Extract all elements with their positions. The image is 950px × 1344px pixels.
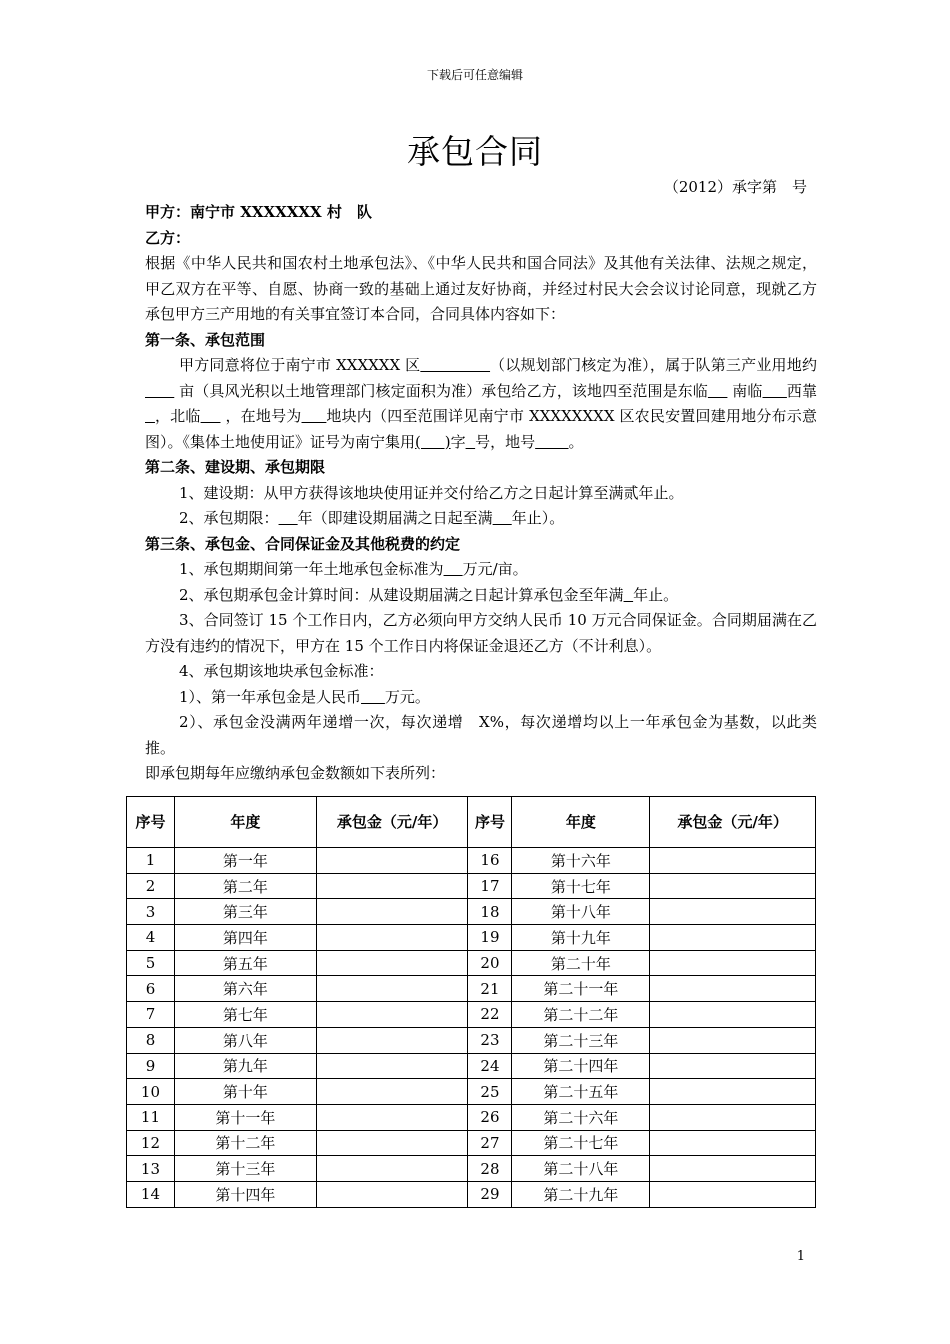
article3-item2-text: 年止。 xyxy=(633,585,679,604)
row-number: 3 xyxy=(127,899,175,925)
certificate-number-blank xyxy=(466,433,476,451)
row-number: 24 xyxy=(468,1053,512,1079)
row-number: 19 xyxy=(468,925,512,951)
page-number: 1 xyxy=(796,1249,805,1264)
article2-item2-text: 年（即建设期届满之日起至满 xyxy=(297,509,493,527)
article1-text: 字 xyxy=(450,432,466,451)
row-year: 第四年 xyxy=(174,925,316,951)
row-number: 25 xyxy=(468,1079,512,1105)
row-number: 18 xyxy=(468,899,512,925)
article1-text: （以规划部门核定为准），属于队第三产业用地约 xyxy=(490,356,817,374)
table-row xyxy=(127,1027,816,1053)
first-year-rent-blank xyxy=(361,688,385,706)
row-year: 第一年 xyxy=(174,848,316,874)
document-number: （2012）承字第 号 xyxy=(663,178,807,196)
contract-body xyxy=(145,200,817,787)
row-year: 第二十年 xyxy=(512,950,650,976)
article3-sub1-text: 万元。 xyxy=(384,687,430,706)
south-blank xyxy=(763,382,787,400)
row-year: 第二十五年 xyxy=(512,1079,650,1105)
row-number: 1 xyxy=(127,848,175,874)
row-year: 第十九年 xyxy=(512,925,650,951)
article3-item4: 4、承包期该地块承包金标准： xyxy=(179,662,384,680)
table-row xyxy=(127,1156,816,1182)
table-row xyxy=(127,1104,816,1130)
intro-paragraph: 根据《中华人民共和国农村土地承包法》、《中华人民共和国合同法》及其他有关法律、法规之规定，甲乙双方在平等、自愿、协商一致的基础上通过友好协商，并经过村民大会会议讨论同意，现就乙方承包甲方三产用地的有关事宜签订本合同，合同具体内容如下： xyxy=(145,254,817,323)
row-number: 9 xyxy=(127,1053,175,1079)
row-number: 7 xyxy=(127,1002,175,1028)
row-year: 第二十三年 xyxy=(512,1027,650,1053)
row-number: 20 xyxy=(468,950,512,976)
row-rent xyxy=(650,873,816,899)
article3-item2 xyxy=(145,583,817,609)
article3-heading: 第三条、承包金、合同保证金及其他税费的约定 xyxy=(145,534,461,553)
row-year: 第十一年 xyxy=(174,1104,316,1130)
row-number: 13 xyxy=(127,1156,175,1182)
rent-standard-blank xyxy=(444,560,463,578)
article2-item1: 1、建设期：从甲方获得该地块使用证并交付给乙方之日起计算至满贰年止。 xyxy=(179,483,684,502)
row-rent xyxy=(650,899,816,925)
table-row xyxy=(127,1053,816,1079)
row-rent xyxy=(316,1156,468,1182)
row-rent xyxy=(316,1181,468,1207)
row-number: 28 xyxy=(468,1156,512,1182)
row-year: 第二十七年 xyxy=(512,1130,650,1156)
row-year: 第五年 xyxy=(174,950,316,976)
row-year: 第二十六年 xyxy=(512,1104,650,1130)
west-blank xyxy=(145,407,155,425)
article1-text: 。 xyxy=(568,432,584,451)
row-number: 27 xyxy=(468,1130,512,1156)
article2-item2-text: 2、承包期限： xyxy=(179,509,279,527)
row-year: 第十八年 xyxy=(512,899,650,925)
row-year: 第七年 xyxy=(174,1002,316,1028)
column-header-rent: 承包金（元/年） xyxy=(316,797,468,848)
article1-text: 地块内（四至范围详见南宁市 XXXXXXXX 区农民安置回建用地分布示意图）。《集体土地使用证》证号为南宁集用 xyxy=(145,407,817,451)
row-rent xyxy=(316,1002,468,1028)
rent-years-blank xyxy=(624,586,634,604)
row-number: 4 xyxy=(127,925,175,951)
article1-text: 甲方同意将位于南宁市 XXXXXX 区 xyxy=(179,356,421,374)
table-row xyxy=(127,899,816,925)
article3-item1-text: 1、承包期期间第一年土地承包金标准为 xyxy=(179,560,444,578)
table-row xyxy=(127,1130,816,1156)
row-rent xyxy=(650,848,816,874)
row-rent xyxy=(650,1181,816,1207)
header-note: 下载后可任意编辑 xyxy=(426,68,523,82)
article3-item1 xyxy=(145,557,817,583)
row-number: 10 xyxy=(127,1079,175,1105)
column-header-rent: 承包金（元/年） xyxy=(650,797,816,848)
district-blank xyxy=(420,356,490,374)
row-number: 17 xyxy=(468,873,512,899)
row-rent xyxy=(650,1104,816,1130)
row-year: 第十四年 xyxy=(174,1181,316,1207)
article1-text: ，在地号为 xyxy=(220,407,302,425)
row-rent xyxy=(316,1130,468,1156)
article1-text: 号，地号 xyxy=(475,432,536,451)
row-number: 23 xyxy=(468,1027,512,1053)
row-year: 第十三年 xyxy=(174,1156,316,1182)
row-year: 第九年 xyxy=(174,1053,316,1079)
row-number: 29 xyxy=(468,1181,512,1207)
row-rent xyxy=(650,1002,816,1028)
row-number: 8 xyxy=(127,1027,175,1053)
article1-paragraph xyxy=(145,353,817,455)
row-number: 6 xyxy=(127,976,175,1002)
row-number: 5 xyxy=(127,950,175,976)
north-blank xyxy=(201,407,221,425)
land-number-blank xyxy=(535,433,568,451)
row-year: 第二十一年 xyxy=(512,976,650,1002)
row-number: 12 xyxy=(127,1130,175,1156)
party-b: 乙方： xyxy=(145,228,191,247)
row-year: 第十年 xyxy=(174,1079,316,1105)
article3-item2-text: 2、承包期承包金计算时间：从建设期届满之日起计算承包金至年满 xyxy=(179,585,624,604)
row-year: 第二十九年 xyxy=(512,1181,650,1207)
plot-number-blank xyxy=(302,407,327,425)
row-rent xyxy=(316,899,468,925)
table-row xyxy=(127,848,816,874)
row-number: 26 xyxy=(468,1104,512,1130)
row-rent xyxy=(316,976,468,1002)
page-title: 承包合同 xyxy=(407,132,543,171)
article3-sub1-text: 1）、第一年承包金是人民币 xyxy=(179,687,362,706)
row-rent xyxy=(650,1130,816,1156)
row-number: 14 xyxy=(127,1181,175,1207)
row-number: 11 xyxy=(127,1104,175,1130)
article3-item3: 3、合同签订 15 个工作日内，乙方必须向甲方交纳人民币 10 万元合同保证金。合同期届满在乙方没有违约的情况下，甲方在 15 个工作日内将保证金退还乙方（不计利息）。 xyxy=(145,611,817,655)
column-header-year: 年度 xyxy=(512,797,650,848)
east-blank xyxy=(708,382,728,400)
article2-heading: 第二条、建设期、承包期限 xyxy=(145,458,326,476)
row-rent xyxy=(316,1053,468,1079)
article1-heading: 第一条、承包范围 xyxy=(145,330,266,349)
article3-sub2: 2）、承包金没满两年递增一次，每次递增 X%，每次递增均以上一年承包金为基数，以此类推。 xyxy=(145,713,817,757)
article2-item2 xyxy=(145,506,817,532)
table-row xyxy=(127,1002,816,1028)
row-rent xyxy=(650,1079,816,1105)
row-rent xyxy=(650,1156,816,1182)
party-a: 甲方：南宁市 XXXXXXX 村 队 xyxy=(145,203,372,221)
row-rent xyxy=(316,950,468,976)
row-year: 第十七年 xyxy=(512,873,650,899)
term-end-blank xyxy=(493,509,512,527)
table-intro: 即承包期每年应缴纳承包金数额如下表所列： xyxy=(145,764,446,782)
row-year: 第三年 xyxy=(174,899,316,925)
column-header-year: 年度 xyxy=(174,797,316,848)
article1-text: 亩（具风光积以土地管理部门核定面积为准）承包给乙方，该地四至范围是东临 xyxy=(174,381,708,400)
table-header-row xyxy=(127,797,816,848)
row-year: 第二年 xyxy=(174,873,316,899)
table-row xyxy=(127,925,816,951)
column-header-number: 序号 xyxy=(127,797,175,848)
table-row xyxy=(127,873,816,899)
term-blank xyxy=(279,509,298,527)
article2-item2-text: 年止）。 xyxy=(511,509,565,527)
table-row xyxy=(127,976,816,1002)
row-year: 第十二年 xyxy=(174,1130,316,1156)
article1-text: ，北临 xyxy=(154,407,201,425)
row-number: 16 xyxy=(468,848,512,874)
row-rent xyxy=(316,925,468,951)
row-rent xyxy=(650,976,816,1002)
row-rent xyxy=(316,848,468,874)
row-rent xyxy=(650,1027,816,1053)
certificate-year-blank: ( ) xyxy=(415,432,451,451)
row-number: 2 xyxy=(127,873,175,899)
row-year: 第六年 xyxy=(174,976,316,1002)
row-number: 22 xyxy=(468,1002,512,1028)
article3-sub1 xyxy=(145,685,817,711)
row-number: 21 xyxy=(468,976,512,1002)
article3-item1-text: 万元/亩。 xyxy=(462,560,528,578)
row-rent xyxy=(316,873,468,899)
table-row xyxy=(127,950,816,976)
row-rent xyxy=(316,1027,468,1053)
article1-text: 西靠 xyxy=(786,381,818,400)
table-row xyxy=(127,1181,816,1207)
row-year: 第八年 xyxy=(174,1027,316,1053)
article1-text: 南临 xyxy=(727,381,763,400)
row-rent xyxy=(650,925,816,951)
row-year: 第二十八年 xyxy=(512,1156,650,1182)
rent-schedule-table xyxy=(126,796,816,1208)
area-blank xyxy=(145,382,174,400)
row-year: 第二十二年 xyxy=(512,1002,650,1028)
column-header-number: 序号 xyxy=(468,797,512,848)
row-year: 第二十四年 xyxy=(512,1053,650,1079)
row-rent xyxy=(316,1104,468,1130)
row-rent xyxy=(650,1053,816,1079)
row-year: 第十六年 xyxy=(512,848,650,874)
row-rent xyxy=(316,1079,468,1105)
table-row xyxy=(127,1079,816,1105)
row-rent xyxy=(650,950,816,976)
